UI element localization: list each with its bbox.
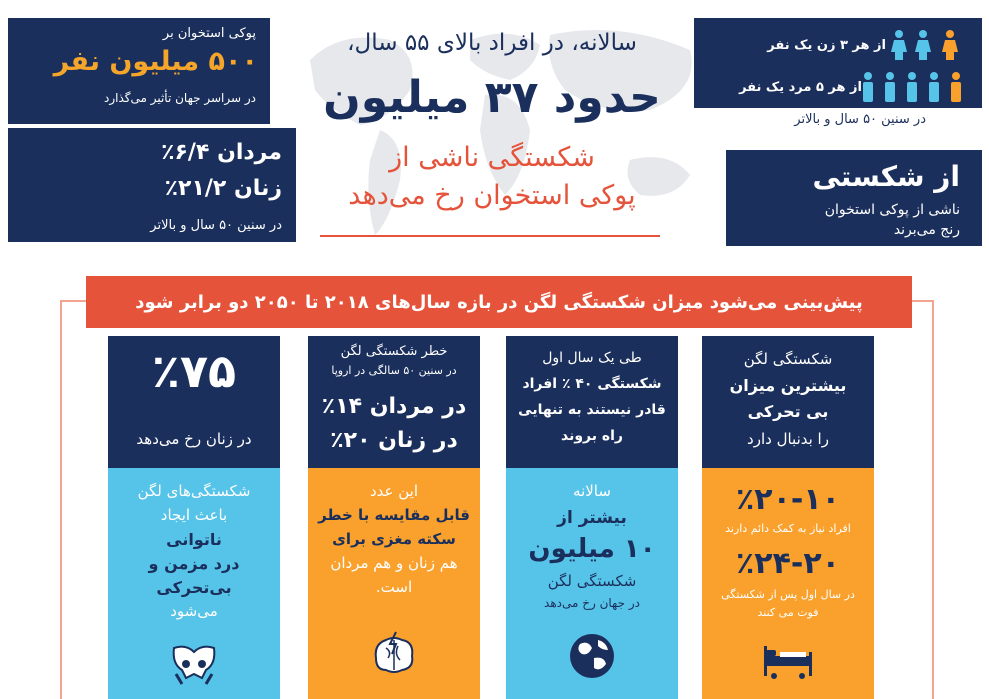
women-label: زنان bbox=[234, 176, 282, 201]
prevalence-box bbox=[8, 128, 296, 242]
osteoporosis-affected-box bbox=[8, 18, 270, 124]
column-stat: در زنان ۲۰٪ bbox=[330, 428, 458, 453]
affected-line3: در سراسر جهان تأثیر می‌گذارد bbox=[104, 91, 256, 105]
column-europe-risk-top bbox=[308, 336, 480, 468]
column-text: فوت می کنند bbox=[757, 606, 819, 619]
column-text: بیشتر از bbox=[557, 508, 627, 528]
column-women bbox=[108, 336, 280, 699]
affected-highlight: ۵۰۰ میلیون نفر bbox=[53, 46, 258, 77]
column-stat: ٪۷۵ bbox=[151, 344, 237, 398]
column-text: در جهان رخ می‌دهد bbox=[544, 596, 640, 610]
column-text: را بدنبال دارد bbox=[747, 430, 829, 448]
column-text: شکستگی لگن bbox=[743, 350, 833, 368]
ratio-box bbox=[694, 18, 982, 108]
column-text: شکستگی‌های لگن bbox=[137, 482, 251, 500]
column-text: ناتوانی bbox=[166, 530, 222, 549]
center-orange-line2: پوکی استخوان رخ می‌دهد bbox=[348, 180, 636, 211]
suffering-line2: رنج می‌برند bbox=[893, 222, 960, 238]
column-text: درد مزمن و bbox=[148, 554, 240, 573]
center-intro: سالانه، در افراد بالای ۵۵ سال، bbox=[347, 30, 637, 56]
women-ratio: از هر ۳ زن یک نفر bbox=[767, 38, 886, 53]
column-stat: ۱۰ میلیون bbox=[528, 534, 656, 564]
suffering-line1: ناشی از پوکی استخوان bbox=[824, 202, 960, 218]
column-text: افراد نیاز به کمک دائم دارند bbox=[725, 522, 851, 535]
column-text: شکستگی لگن bbox=[547, 572, 637, 590]
column-text: راه بروند bbox=[560, 428, 623, 444]
women-prevalence bbox=[165, 176, 282, 201]
column-stat: ٪۲۴-۲۰ bbox=[735, 546, 840, 581]
men-value: ٪۶/۴ bbox=[161, 140, 210, 165]
suffering-box bbox=[726, 150, 982, 246]
men-label: مردان bbox=[217, 140, 282, 165]
men-ratio: از هر ۵ مرد یک نفر bbox=[739, 80, 862, 95]
prevalence-note: در سنین ۵۰ سال و بالاتر bbox=[150, 218, 282, 233]
column-text: است. bbox=[375, 578, 413, 596]
column-women-top bbox=[108, 336, 280, 468]
center-divider bbox=[320, 235, 660, 237]
column-text: بی‌تحرکی bbox=[156, 578, 232, 597]
brain-icon bbox=[366, 628, 422, 684]
column-walking-bottom bbox=[506, 468, 678, 699]
column-text: قادر نیستند به تنهایی bbox=[518, 402, 666, 418]
column-text: بی تحرکی bbox=[747, 402, 829, 421]
column-text: می‌شود bbox=[170, 602, 218, 620]
men-prevalence bbox=[161, 140, 282, 165]
column-text: این عدد bbox=[369, 482, 419, 500]
forecast-banner: پیش‌بینی می‌شود میزان شکستگی لگن در بازه سال‌های ۲۰۱۸ تا ۲۰۵۰ دو برابر شود bbox=[86, 276, 912, 328]
column-text: شکستگی ۴۰ ٪ افراد bbox=[522, 376, 662, 392]
hospital-bed-icon bbox=[760, 632, 816, 688]
column-text: در زنان رخ می‌دهد bbox=[136, 430, 252, 448]
column-text: قابل مقایسه با خطر bbox=[318, 506, 470, 524]
women-figures-icon bbox=[890, 28, 968, 62]
column-text: باعث ایجاد bbox=[160, 506, 228, 524]
column-text: بیشترین میزان bbox=[729, 376, 847, 395]
column-immobility-top bbox=[702, 336, 874, 468]
column-text: در سال اول پس از شکستگی bbox=[721, 588, 855, 601]
affected-line1: پوکی استخوان بر bbox=[162, 26, 256, 41]
ratio-note: در سنین ۵۰ سال و بالاتر bbox=[794, 112, 926, 127]
column-text: طی یک سال اول bbox=[542, 350, 642, 366]
pelvis-icon bbox=[166, 634, 222, 690]
women-value: ٪۲۱/۲ bbox=[164, 176, 227, 201]
column-text: خطر شکستگی لگن bbox=[340, 344, 448, 359]
column-walking-top bbox=[506, 336, 678, 468]
suffering-headline: از شکستی bbox=[812, 160, 960, 193]
column-stat: در مردان ۱۴٪ bbox=[321, 394, 467, 419]
globe-icon bbox=[564, 628, 620, 684]
column-europe-risk-bottom bbox=[308, 468, 480, 699]
men-figures-icon bbox=[860, 70, 968, 104]
center-headline: حدود ۳۷ میلیون bbox=[323, 72, 661, 123]
column-text: سالانه bbox=[573, 482, 611, 500]
column-text: سکته مغزی برای bbox=[332, 530, 456, 548]
column-stat: ٪۲۰-۱۰ bbox=[735, 482, 840, 517]
column-women-bottom bbox=[108, 468, 280, 699]
column-walking bbox=[506, 336, 678, 699]
center-orange-line1: شکستگی ناشی از bbox=[389, 142, 595, 173]
column-text: در سنین ۵۰ سالگی در اروپا bbox=[331, 364, 457, 377]
column-immobility-bottom bbox=[702, 468, 874, 699]
column-europe-risk bbox=[308, 336, 480, 699]
column-immobility bbox=[702, 336, 874, 699]
column-text: هم زنان و هم مردان bbox=[330, 554, 458, 572]
